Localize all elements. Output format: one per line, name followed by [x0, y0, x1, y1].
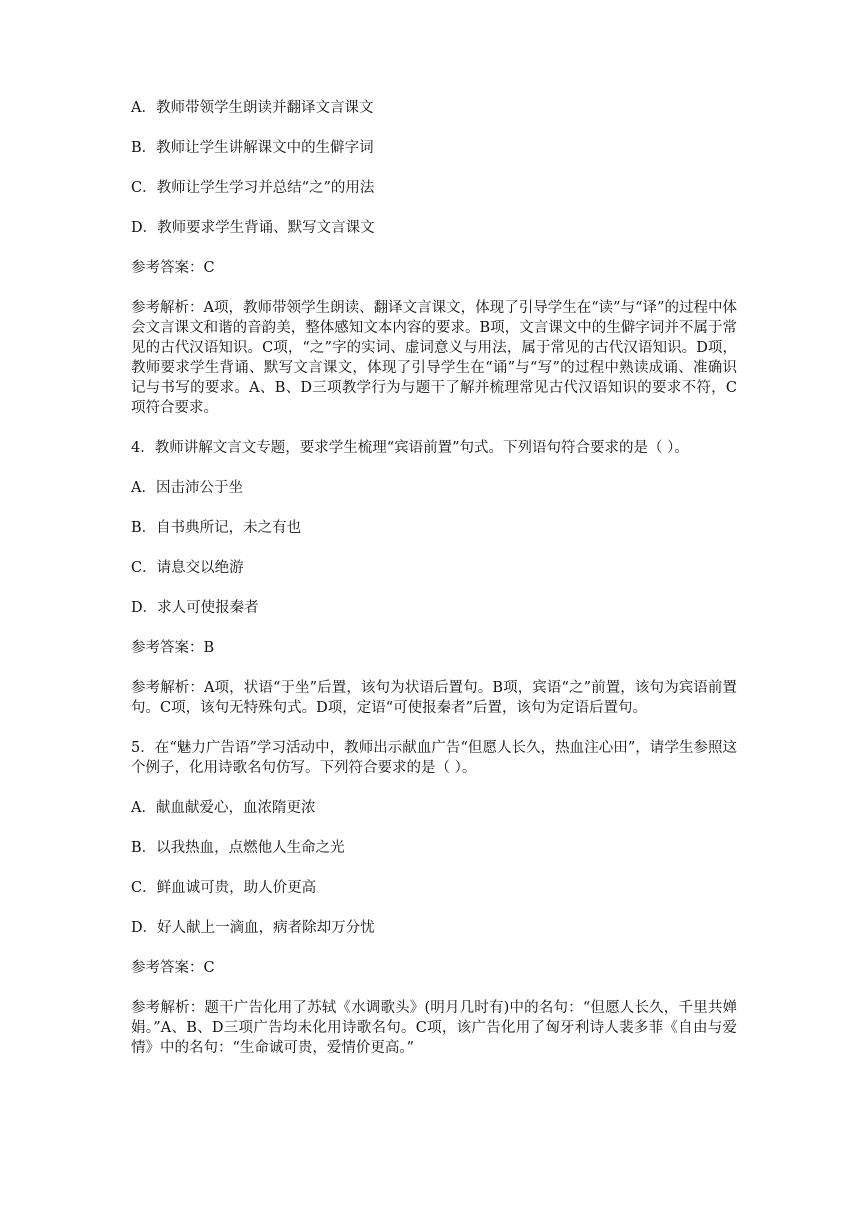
q3-option-c: C．教师让学生学习并总结“之”的用法 — [131, 180, 375, 196]
document-page — [131, 98, 737, 1078]
q5-answer: 参考答案：C — [131, 960, 215, 976]
q4-option-b: B．自书典所记，未之有也 — [131, 520, 302, 536]
q5-analysis: 参考解析：题干广告化用了苏轼《水调歌头》(明月几时有)中的名句：“但愿人长久，千里共婵娟。”A、B、D三项广告均未化用诗歌名句。C项，该广告化用了匈牙利诗人裴多菲《自由与爱情》中的名句：“生命诚可贵，爱情价更高。” — [131, 1000, 737, 1056]
q4-option-a: A．因击沛公于坐 — [131, 480, 243, 496]
q3-answer: 参考答案：C — [131, 260, 215, 276]
q5-option-d: D．好人献上一滴血，病者除却万分忧 — [131, 920, 375, 936]
q4-option-d: D．求人可使报秦者 — [131, 600, 259, 616]
q5-stem: 5．在“魅力广告语”学习活动中，教师出示献血广告“但愿人长久，热血注心田”，请学生参照这个例子，化用诗歌名句仿写。下列符合要求的是（ ）。 — [131, 740, 737, 776]
q5-option-b: B．以我热血，点燃他人生命之光 — [131, 840, 345, 856]
q3-option-b: B．教师让学生讲解课文中的生僻字词 — [131, 140, 374, 156]
q4-option-c: C．请息交以绝游 — [131, 560, 244, 576]
q4-stem: 4．教师讲解文言文专题，要求学生梳理“宾语前置”句式。下列语句符合要求的是（ ）。 — [131, 440, 689, 456]
q3-option-d: D．教师要求学生背诵、默写文言课文 — [131, 220, 375, 236]
q5-option-a: A．献血献爱心，血浓隋更浓 — [131, 800, 316, 816]
q3-option-a: A．教师带领学生朗读并翻译文言课文 — [131, 100, 374, 116]
q4-answer: 参考答案：B — [131, 640, 215, 656]
q4-analysis: 参考解析：A项，状语“于坐”后置，该句为状语后置句。B项，宾语“之”前置，该句为宾语前置句。C项，该句无特殊句式。D项，定语“可使报秦者”后置，该句为定语后置句。 — [131, 680, 737, 716]
q3-analysis: 参考解析：A项，教师带领学生朗读、翻译文言课文，体现了引导学生在“读”与“译”的过程中体会文言课文和谐的音韵美，整体感知文本内容的要求。B项，文言课文中的生僻字词并不属于常见的古代汉语知识。C项，“之”字的实词、虚词意义与用法，属于常见的古代汉语知识。D项，教师要求学生背诵、默写文言课文，体现了引导学生在“诵”与“写”的过程中熟读成诵、准确识记与书写的要求。A、B、D三项教学行为与题干了解并梳理常见古代汉语知识的要求不符，C项符合要求。 — [131, 300, 737, 416]
q5-option-c: C．鲜血诚可贵，助人价更高 — [131, 880, 317, 896]
